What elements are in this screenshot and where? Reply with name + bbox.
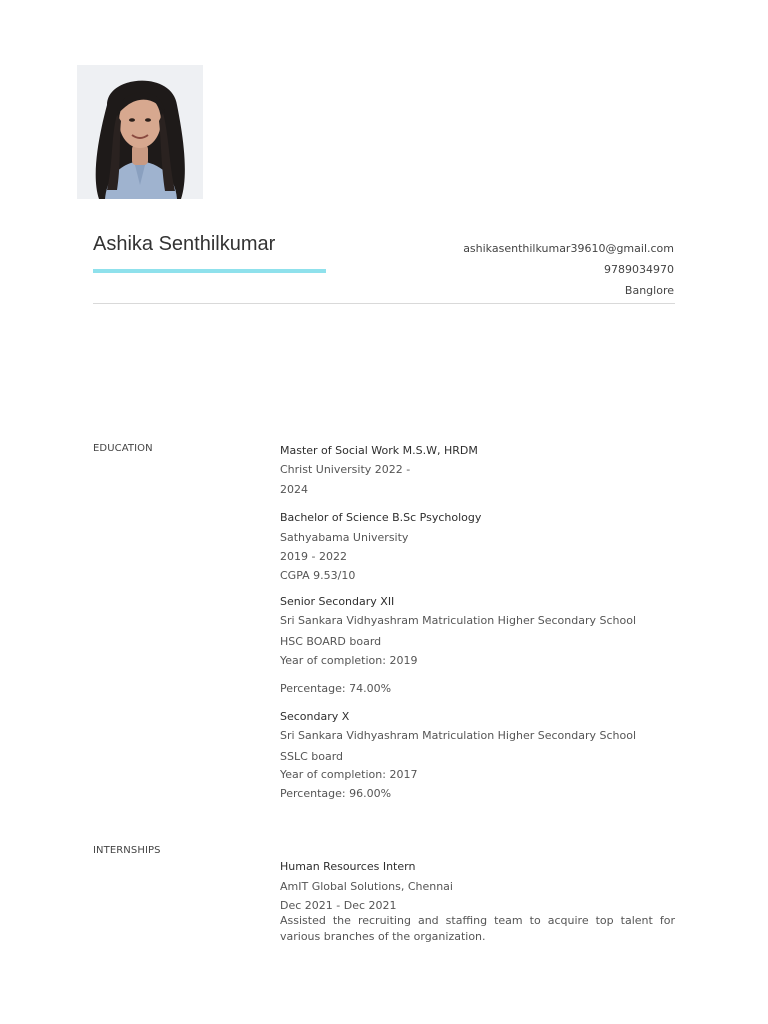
profile-photo [77,65,203,199]
education-degree: Bachelor of Science B.Sc Psychology [280,511,482,524]
education-institution: Sri Sankara Vidhyashram Matriculation Higher Secondary School [280,729,636,742]
internship-company: AmIT Global Solutions, Chennai [280,880,453,893]
internship-description: Assisted the recruiting and staffing team to acquire top talent for various branches of the organization. [280,914,675,943]
education-institution: Christ University 2022 - [280,463,411,476]
education-period: 2024 [280,483,308,496]
education-board: HSC BOARD board [280,635,382,648]
header-divider [93,303,675,304]
education-institution: Sathyabama University [280,531,409,544]
education-score: Percentage: 96.00% [280,787,392,800]
candidate-name: Ashika Senthilkumar [93,233,276,255]
education-completion: Year of completion: 2017 [280,768,418,781]
education-section-label: EDUCATION [93,443,153,454]
education-score: CGPA 9.53/10 [280,569,356,582]
education-period: 2019 - 2022 [280,550,347,563]
contact-phone: 9789034970 [604,263,674,276]
education-degree: Secondary X [280,710,350,723]
internship-period: Dec 2021 - Dec 2021 [280,899,397,912]
name-accent-underline [93,269,326,273]
education-institution: Sri Sankara Vidhyashram Matriculation Higher Secondary School [280,614,636,627]
education-degree: Master of Social Work M.S.W, HRDM [280,444,478,457]
contact-email: ashikasenthilkumar39610@gmail.com [463,242,674,255]
education-board: SSLC board [280,750,344,763]
internships-section-label: INTERNSHIPS [93,845,161,856]
education-completion: Year of completion: 2019 [280,654,418,667]
education-degree: Senior Secondary XII [280,595,395,608]
internship-title: Human Resources Intern [280,860,416,873]
contact-city: Banglore [624,284,674,297]
education-score: Percentage: 74.00% [280,682,392,695]
